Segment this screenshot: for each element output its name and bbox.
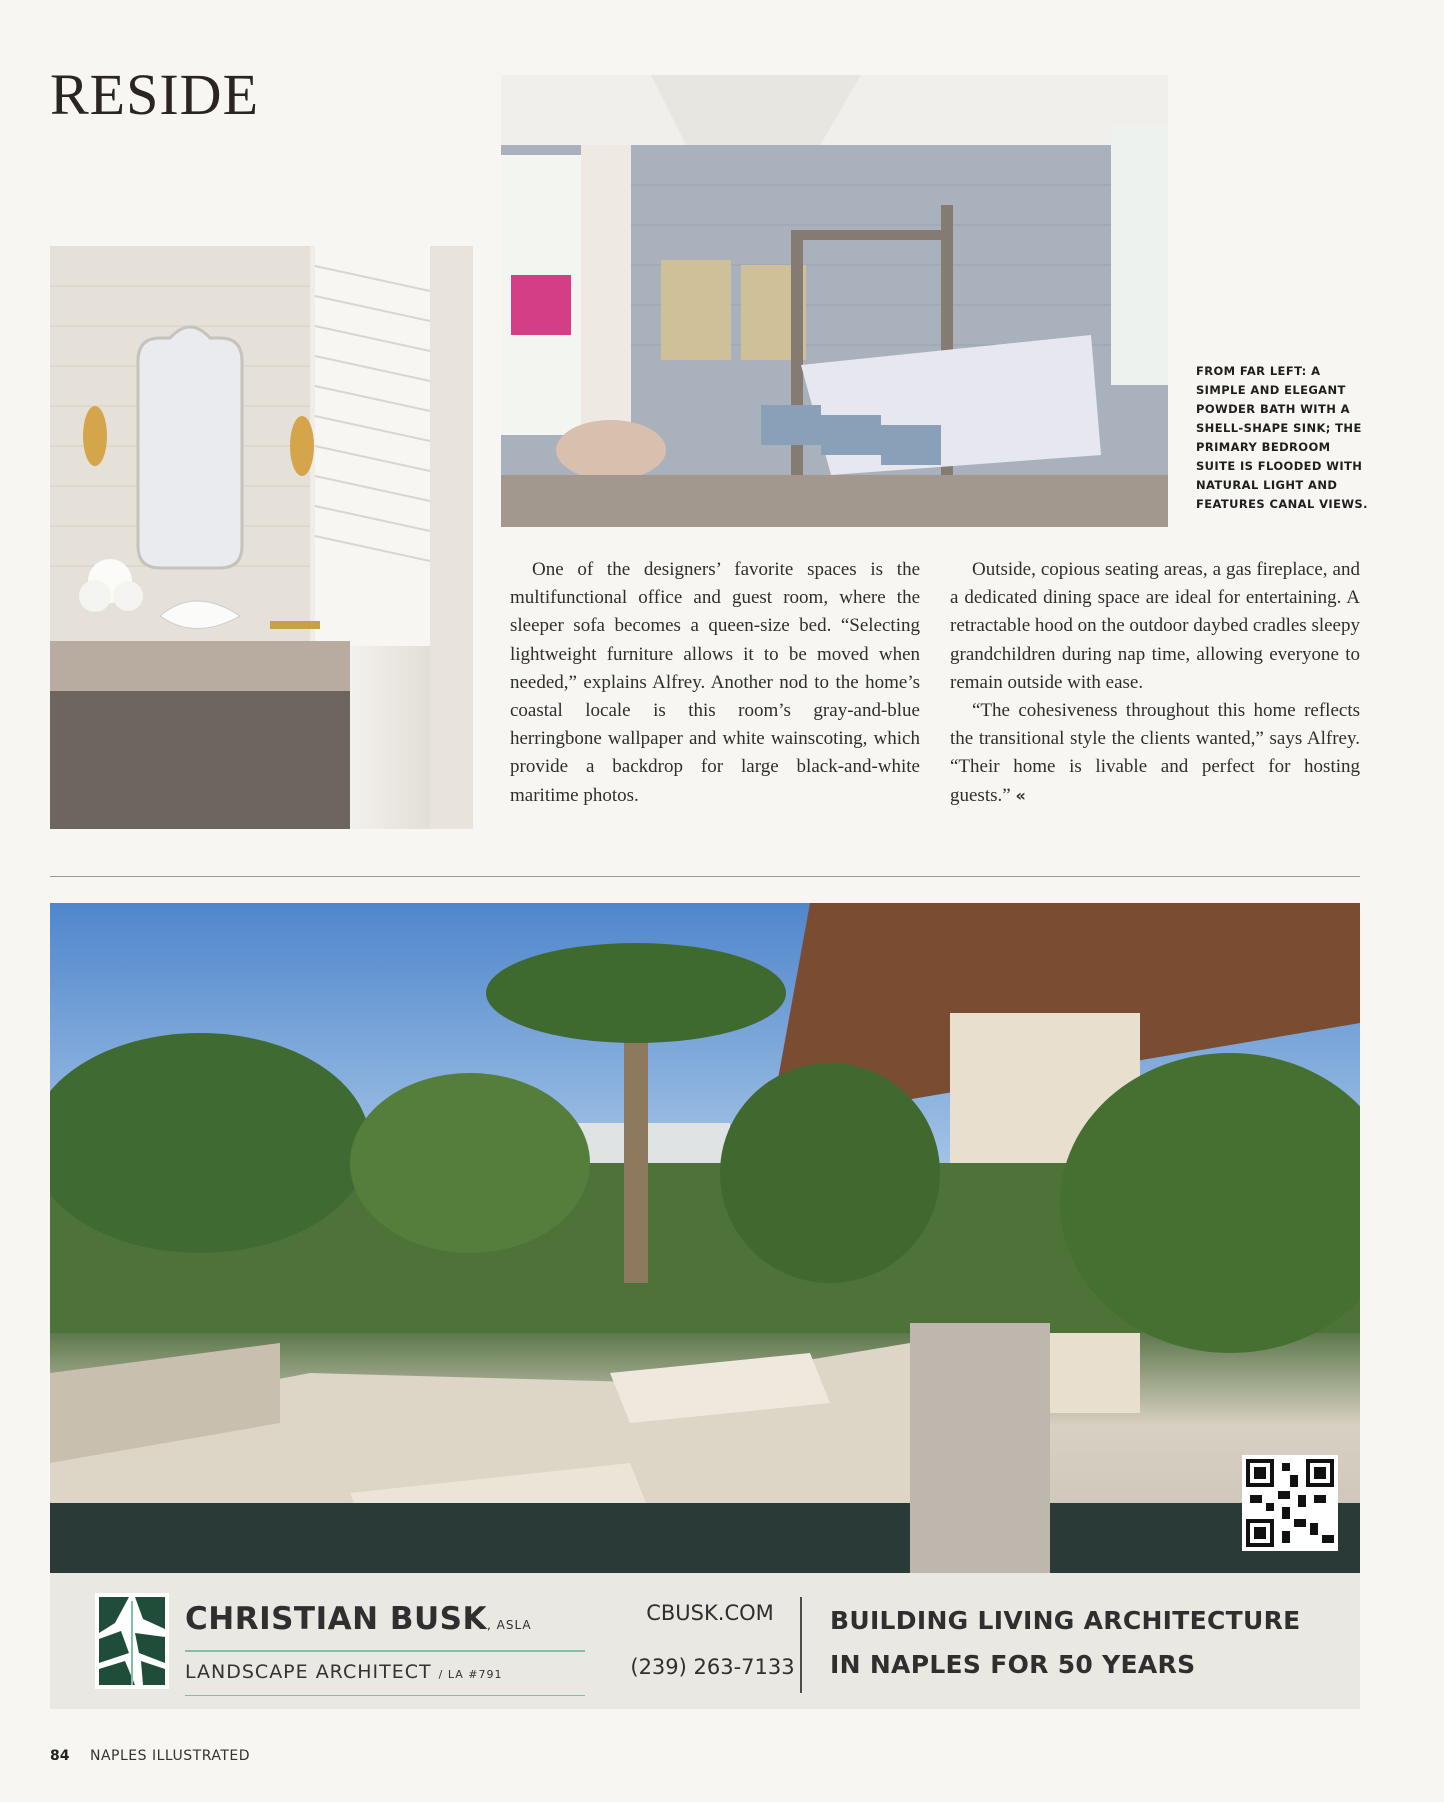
slogan-line: BUILDING LIVING ARCHITECTURE [830, 1606, 1301, 1635]
brand-bottom-rule [185, 1695, 585, 1696]
ad-vertical-divider [800, 1597, 802, 1693]
brand-credential: , ASLA [486, 1618, 532, 1632]
bedroom-photo [501, 75, 1168, 527]
brand-underline [185, 1650, 585, 1652]
license-number: / LA #791 [438, 1668, 503, 1681]
end-mark-icon: « [1015, 785, 1026, 805]
article-paragraph: Outside, copious seating areas, a gas fireplace, and a dedicated dining space are ideal for entertaining. A retractable hood on the outdoor daybed cradles sleepy grandchildren during nap time, allowing everyone to remain outside with ease. [950, 559, 1360, 693]
ad-slogan [830, 1599, 1301, 1687]
powder-bath-photo [50, 246, 473, 829]
brand-name: CHRISTIAN BUSK, ASLA [185, 1601, 532, 1637]
ad-info-band [50, 1573, 1360, 1709]
phone-number[interactable]: (239) 263-7133 [630, 1655, 795, 1679]
article-column-left [510, 556, 920, 810]
photo-caption: FROM FAR LEFT: A SIMPLE AND ELEGANT POWDER BATH WITH A SHELL-SHAPE SINK; THE PRIMARY BEDROOM SUITE IS FLOODED WITH NATURAL LIGHT AND FEATURES CANAL VIEWS. [1196, 364, 1368, 511]
closing-quote: “The cohesiveness throughout this home reflects the transitional style the clients wanted,” says Alfrey. “Their home is livable and perfect for hosting guests.” [950, 700, 1360, 806]
palm-leaf-logo-icon [95, 1593, 169, 1689]
article-paragraph: One of the designers’ favorite spaces is the multifunctional office and guest room, where the sleeper sofa becomes a queen-size bed. “Selecting lightweight furniture allows it to be moved when needed,” explains Alfrey. Another nod to the home’s coastal locale is this room’s gray-and-blue herringbone wallpaper and white wainscoting, which provide a backdrop for large black-and-white maritime photos. [510, 559, 920, 806]
brand-tagline: LANDSCAPE ARCHITECT / LA #791 [185, 1661, 503, 1683]
magazine-name: NAPLES ILLUSTRATED [90, 1748, 251, 1764]
page-number: 84 [50, 1748, 70, 1764]
article-paragraph [950, 697, 1360, 810]
advertisement [50, 903, 1360, 1709]
article-column-right [950, 556, 1360, 810]
slogan-line: IN NAPLES FOR 50 YEARS [830, 1650, 1196, 1679]
section-title: RESIDE [50, 62, 259, 127]
qr-code[interactable] [1242, 1455, 1338, 1551]
section-divider [50, 876, 1360, 877]
website-link[interactable]: CBUSK.COM [646, 1601, 774, 1625]
garden-photo [50, 903, 1360, 1573]
